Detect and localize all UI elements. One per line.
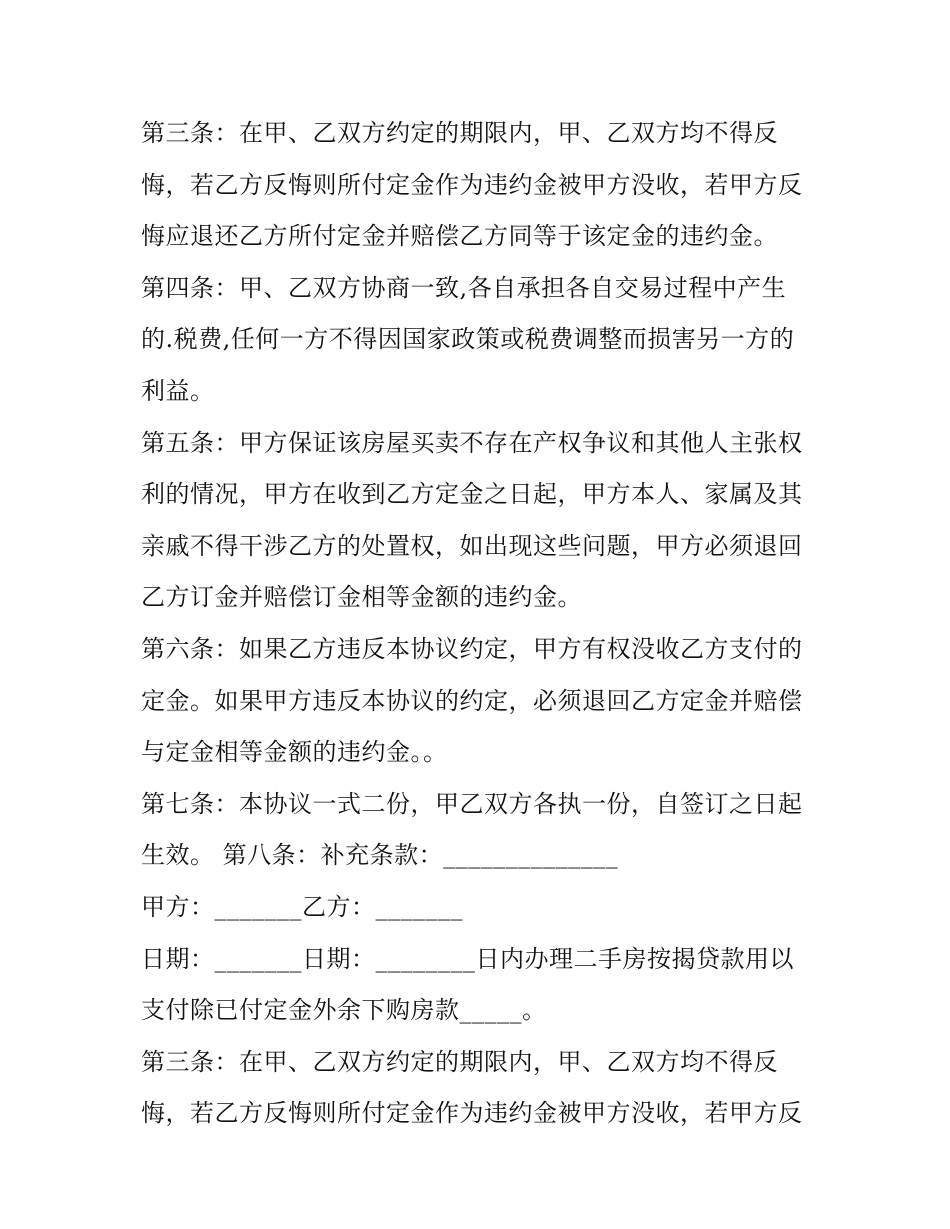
text-line: 第三条：在甲、乙双方约定的期限内，甲、乙双方均不得反 xyxy=(141,119,778,147)
text-line: 悔，若乙方反悔则所付定金作为违约金被甲方没收，若甲方反 xyxy=(141,1099,803,1128)
text-line: 与定金相等金额的违约金。。 xyxy=(141,738,448,767)
text-line: 第七条：本协议一式二份，甲乙双方各执一份，自签订之日起 xyxy=(141,789,803,818)
text-line: 乙方订金并赔偿订金相等金额的违约金。 xyxy=(141,583,582,612)
text-line: 悔，若乙方反悔则所付定金作为违约金被甲方没收，若甲方反 xyxy=(141,170,803,199)
text-line: 亲戚不得干涉乙方的处置权，如出现这些问题，甲方必须退回 xyxy=(141,531,803,560)
text-line: 的.税费,任何一方不得因国家政策或税费调整而损害另一方的 xyxy=(141,325,795,354)
contract-body xyxy=(141,108,821,1140)
text-line: 第六条：如果乙方违反本协议约定，甲方有权没收乙方支付的 xyxy=(141,634,803,663)
text-line: 利益。 xyxy=(141,376,215,405)
text-line: 定金。如果甲方违反本协议的约定，必须退回乙方定金并赔偿 xyxy=(141,686,803,715)
text-line: 悔应退还乙方所付定金并赔偿乙方同等于该定金的违约金。 xyxy=(141,222,778,251)
text-line: 支付除已付定金外余下购房款_____。 xyxy=(141,996,547,1025)
text-line: 第五条：甲方保证该房屋买卖不存在产权争议和其他人主张权 xyxy=(141,428,803,457)
text-line: 日期：_______日期：________日内办理二手房按揭贷款用以 xyxy=(141,944,794,973)
text-line: 甲方：_______乙方：_______ xyxy=(141,892,463,921)
text-line: 生效。 第八条：补充条款：______________ xyxy=(141,841,619,870)
text-line: 利的情况，甲方在收到乙方定金之日起，甲方本人、家属及其 xyxy=(141,480,803,509)
text-line: 第四条：甲、乙双方协商一致,各自承担各自交易过程中产生 xyxy=(141,273,787,302)
text-line: 第三条：在甲、乙双方约定的期限内，甲、乙双方均不得反 xyxy=(141,1047,778,1076)
